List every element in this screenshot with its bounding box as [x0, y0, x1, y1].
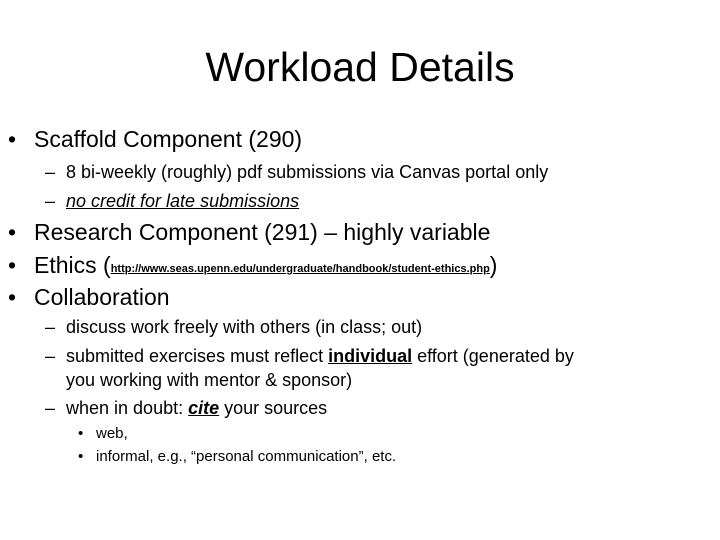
bullet-dot: • — [8, 126, 17, 152]
bullet-dash: – — [45, 162, 56, 182]
collab-sub-1-text: discuss work freely with others (in class; out) — [66, 317, 423, 337]
collab-sub-2-c: effort (generated by — [412, 346, 574, 366]
collab-sub-3-item-1-text: web, — [96, 425, 128, 442]
bullet-dash: – — [45, 317, 56, 337]
research-text: Research Component (291) – highly variable — [34, 219, 491, 245]
collab-sub-3-emphasis: cite — [188, 398, 220, 418]
bullet-dash: – — [45, 191, 56, 211]
ethics-link[interactable]: http://www.seas.upenn.edu/undergraduate/handbook/student-ethics.php — [110, 263, 490, 275]
scaffold-sub-2-text: no credit for late submissions — [66, 191, 300, 211]
bullet-small: • — [78, 448, 84, 465]
collab-sub-3-item-2-text: informal, e.g., “personal communication”, etc. — [96, 448, 397, 465]
scaffold-text: Scaffold Component (290) — [34, 126, 303, 152]
bullet-dot: • — [8, 252, 17, 278]
collab-sub-3-c: your sources — [219, 398, 328, 418]
ethics-prefix: Ethics ( — [34, 252, 111, 278]
bullet-dot: • — [8, 219, 17, 245]
slide-title: Workload Details — [205, 44, 515, 90]
bullet-dot: • — [8, 284, 17, 310]
bullet-dash: – — [45, 346, 56, 366]
collab-sub-2-a: submitted exercises must reflect — [66, 346, 329, 366]
collab-sub-2-emphasis: individual — [328, 346, 413, 366]
bullet-small: • — [78, 425, 84, 442]
ethics-line — [34, 250, 497, 284]
collab-sub-3-a: when in doubt: — [66, 398, 189, 418]
collab-sub-2-text — [66, 344, 574, 368]
ethics-suffix: ) — [489, 252, 498, 278]
collab-sub-3-text — [66, 396, 327, 420]
bullet-dash: – — [45, 398, 56, 418]
collaboration-text: Collaboration — [34, 284, 170, 310]
collab-sub-2-cont-text: you working with mentor & sponsor) — [66, 370, 353, 390]
scaffold-sub-1-text: 8 bi-weekly (roughly) pdf submissions via Canvas portal only — [66, 162, 549, 182]
